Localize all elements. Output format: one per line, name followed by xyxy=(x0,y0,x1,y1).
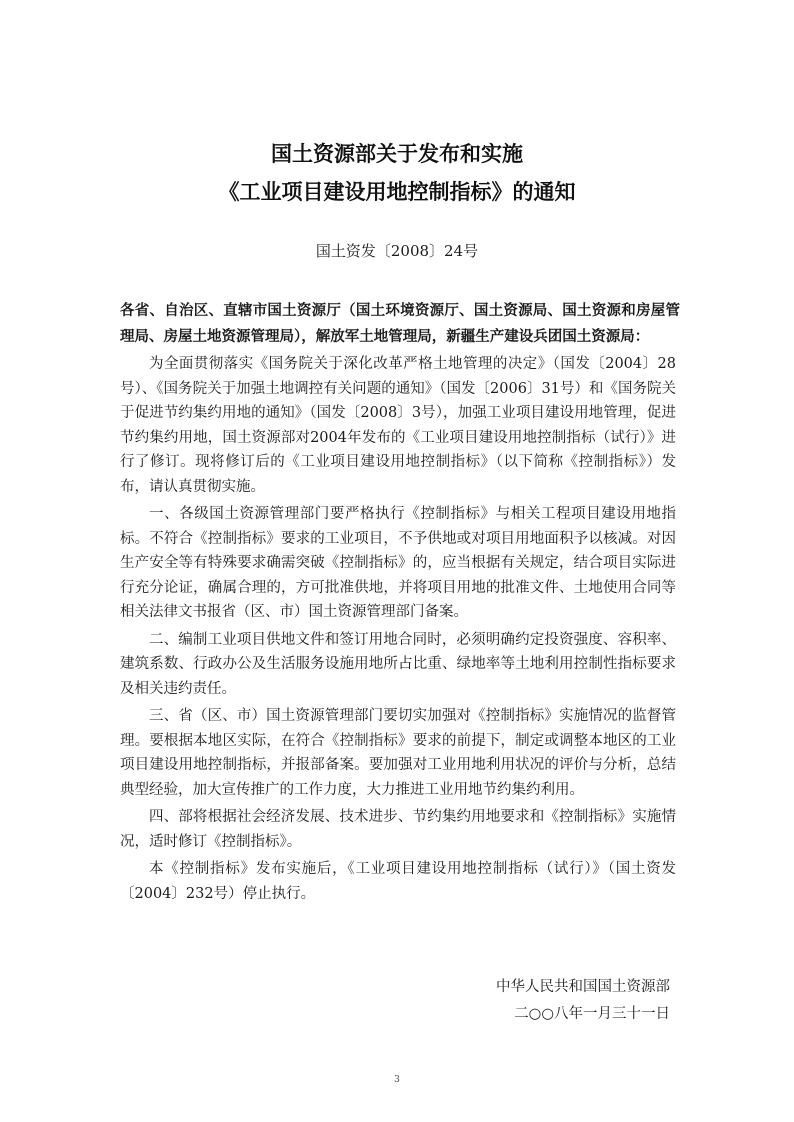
addressee: 各省、自治区、直辖市国土资源厅（国土环境资源厅、国土资源局、国土资源和房屋管理局、房屋土地资源管理局），解放军土地管理局，新疆生产建设兵团国土资源局： xyxy=(120,303,680,345)
body-paragraph-2: 二、编制工业项目供地文件和签订用地合同时，必须明确约定投资强度、容积率、建筑系数、行政办公及生活服务设施用地所占比重、绿地率等土地利用控制性指标要求及相关违约责任。 xyxy=(120,631,676,697)
body-paragraph-3: 三、省（区、市）国土资源管理部门要切实加强对《控制指标》实施情况的监督管理。要根据本地区实际，在符合《控制指标》要求的前提下，制定或调整本地区的工业项目建设用地控制指标，并报部备案。要加强对工业用地利用状况的评价与分析，总结典型经验，加大宣传推广的工作力度，大力推进工业用地节约集约利用。 xyxy=(120,708,676,798)
signature-date: 二○○八年一月三十一日 xyxy=(514,1006,670,1022)
body-paragraph-4: 四、部将根据社会经济发展、技术进步、节约集约用地要求和《控制指标》实施情况，适时修订《控制指标》。 xyxy=(120,809,676,850)
document-title-line-2: 《工业项目建设用地控制指标》的通知 xyxy=(218,180,576,204)
signature-issuer: 中华人民共和国国土资源部 xyxy=(496,979,670,995)
document-body xyxy=(120,352,676,909)
document-number: 国土资发〔2008〕24号 xyxy=(315,242,479,260)
body-paragraph-closing: 本《控制指标》发布实施后，《工业项目建设用地控制指标（试行）》（国土资发〔2004〕232号）停止执行。 xyxy=(120,861,676,902)
body-paragraph-1: 一、各级国土资源管理部门要严格执行《控制指标》与相关工程项目建设用地指标。不符合《控制指标》要求的工业项目，不予供地或对项目用地面积予以核减。对因生产安全等有特殊要求确需突破《控制指标》的，应当根据有关规定，结合项目实际进行充分论证，确属合理的，方可批准供地，并将项目用地的批准文件、土地使用合同等相关法律文书报省（区、市）国土资源管理部门备案。 xyxy=(120,506,676,620)
body-paragraph-intro: 为全面贯彻落实《国务院关于深化改革严格土地管理的决定》（国发〔2004〕28号）、《国务院关于加强土地调控有关问题的通知》（国发〔2006〕31号）和《国务院关于促进节约集约用地的通知》（国发〔2008〕3号），加强工业项目建设用地管理，促进节约集约用地，国土资源部对2004年发布的《工业项目建设用地控制指标（试行）》进行了修订。现将修订后的《工业项目建设用地控制指标》（以下简称《控制指标》）发布，请认真贯彻实施。 xyxy=(120,356,676,495)
page-number: 3 xyxy=(394,1075,400,1085)
document-title-line-1: 国土资源部关于发布和实施 xyxy=(271,142,523,166)
